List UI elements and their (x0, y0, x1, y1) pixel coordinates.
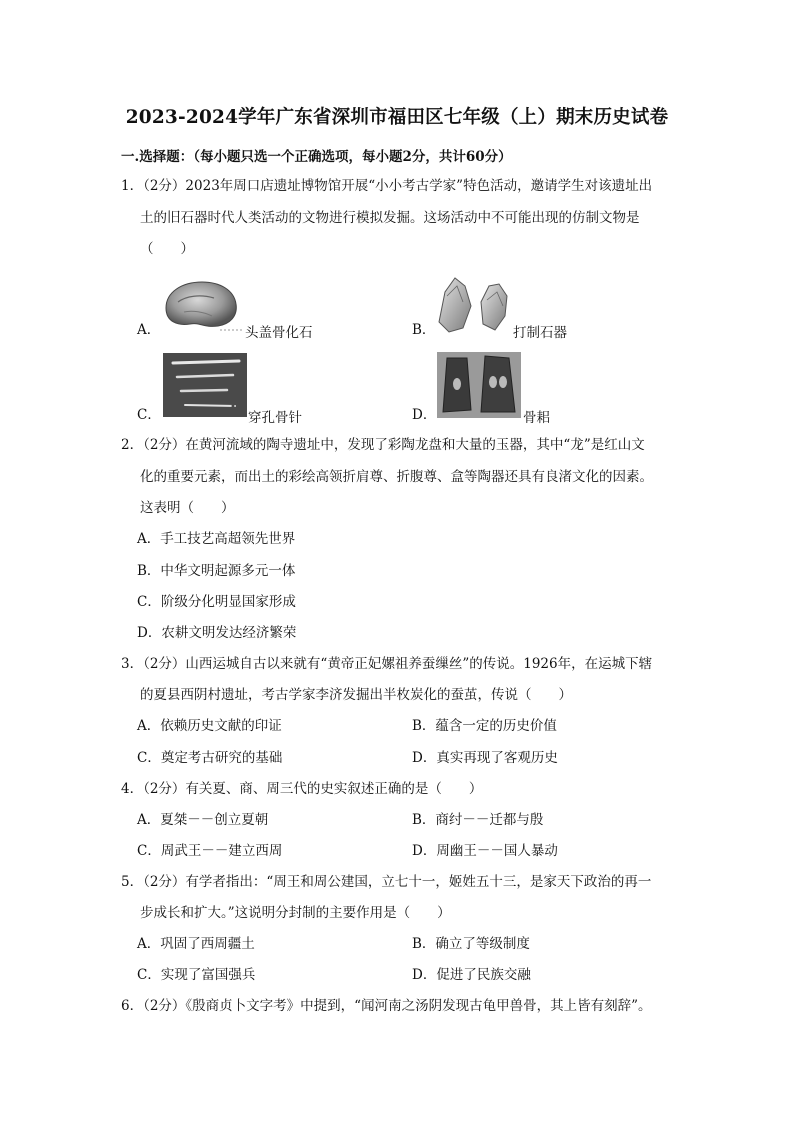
option-3b[interactable] (412, 717, 557, 735)
option-4a[interactable] (137, 811, 268, 829)
option-text: 奠定考古研究的基础 (160, 750, 283, 766)
option-letter: C． (137, 594, 161, 610)
option-text: 促进了民族交融 (436, 967, 531, 983)
option-4b[interactable] (412, 811, 543, 829)
option-text: 夏桀－－创立夏朝 (160, 812, 269, 828)
option-text: 蕴含一定的历史价值 (435, 718, 557, 734)
option-letter: D． (412, 750, 437, 766)
option-text: 实现了富国强兵 (160, 967, 256, 983)
option-letter: A． (137, 812, 161, 828)
question-3-line-2: 的夏县西阴村遗址，考古学家李济发掘出半枚炭化的蚕茧，传说（ ） (140, 687, 572, 703)
bone-needles-icon (163, 353, 247, 417)
option-5c[interactable] (137, 966, 255, 984)
question-2-line-1: 2．（2分）在黄河流域的陶寺遗址中，发现了彩陶龙盘和大量的玉器，其中“龙”是红山文 (121, 437, 645, 453)
question-5-line-1: 5．（2分）有学者指出：“周王和周公建国，立七十一，姬姓五十三，是家天下政治的再一 (121, 874, 652, 890)
option-2a[interactable] (137, 530, 295, 548)
option-letter: B． (412, 812, 436, 828)
option-3c[interactable] (137, 749, 282, 767)
option-5a[interactable] (137, 935, 255, 953)
option-letter: D． (412, 843, 437, 859)
question-3-line-1: 3．（2分）山西运城自古以来就有“黄帝正妃嫘祖养蚕缫丝”的传说。1926年，在运城下辖 (121, 656, 653, 672)
section-heading: 一.选择题：（每小题只选一个正确选项，每小题2分，共计60分） (121, 149, 512, 165)
option-text: 真实再现了客观历史 (436, 750, 558, 766)
option-text: 阶级分化明显国家形成 (160, 594, 296, 610)
page-title: 2023-2024学年广东省深圳市福田区七年级（上）期末历史试卷 (125, 107, 669, 128)
option-text: 手工技艺高超领先世界 (160, 531, 296, 547)
option-1d-label: 骨耜 (523, 410, 550, 426)
option-letter: D． (137, 625, 162, 641)
option-1c-label: 穿孔骨针 (248, 410, 302, 426)
option-5d[interactable] (412, 966, 531, 984)
option-2d[interactable] (137, 624, 296, 642)
option-letter: B． (412, 936, 436, 952)
option-4c[interactable] (137, 842, 282, 860)
question-1-line-1: 1．（2分）2023年周口店遗址博物馆开展“小小考古学家”特色活动，邀请学生对该遗址出 (121, 178, 653, 194)
option-1c-letter: C． (137, 407, 161, 423)
option-text: 周幽王－－国人暴动 (436, 843, 558, 859)
bone-spade-icon (437, 352, 521, 418)
option-letter: C． (137, 967, 161, 983)
option-letter: C． (137, 750, 161, 766)
option-1b-letter: B． (412, 322, 436, 338)
option-1d-letter: D． (412, 407, 437, 423)
option-text: 确立了等级制度 (435, 936, 530, 952)
option-text: 依赖历史文献的印证 (160, 718, 282, 734)
option-1a-letter: A． (137, 322, 161, 338)
question-2-line-2: 化的重要元素，而出土的彩绘高领折肩尊、折腹尊、盒等陶器还具有良渚文化的因素。 (140, 469, 653, 485)
question-6-line-1: 6．（2分）《殷商贞卜文字考》中提到，“闻河南之汤阴发现古龟甲兽骨，其上皆有刻辞”。 (121, 998, 652, 1014)
question-4-line-1: 4．（2分）有关夏、商、周三代的史实叙述正确的是（ ） (121, 781, 483, 797)
option-text: 商纣－－迁都与殷 (435, 812, 544, 828)
option-letter: C． (137, 843, 161, 859)
option-2c[interactable] (137, 593, 296, 611)
skull-fossil-icon (160, 278, 246, 336)
option-text: 农耕文明发达经济繁荣 (161, 625, 297, 641)
option-3a[interactable] (137, 717, 282, 735)
option-letter: D． (412, 967, 437, 983)
stone-tools-icon (433, 272, 513, 336)
option-1b-label: 打制石器 (513, 325, 567, 341)
question-1-line-3: （ ） (140, 241, 194, 257)
option-letter: B． (137, 563, 161, 579)
option-3d[interactable] (412, 749, 558, 767)
option-2b[interactable] (137, 562, 295, 580)
option-1a-label: 头盖骨化石 (245, 325, 313, 341)
question-2-line-3: 这表明（ ） (140, 500, 235, 516)
option-text: 中华文明起源多元一体 (160, 563, 296, 579)
question-5-line-2: 步成长和扩大。”这说明分封制的主要作用是（ ） (140, 905, 451, 921)
option-letter: A． (137, 531, 161, 547)
option-text: 巩固了西周疆土 (160, 936, 255, 952)
option-5b[interactable] (412, 935, 530, 953)
option-text: 周武王－－建立西周 (160, 843, 283, 859)
option-letter: A． (137, 936, 161, 952)
option-letter: A． (137, 718, 161, 734)
option-4d[interactable] (412, 842, 558, 860)
option-letter: B． (412, 718, 436, 734)
question-1-line-2: 土的旧石器时代人类活动的文物进行模拟发掘。这场活动中不可能出现的仿制文物是 (140, 210, 640, 226)
